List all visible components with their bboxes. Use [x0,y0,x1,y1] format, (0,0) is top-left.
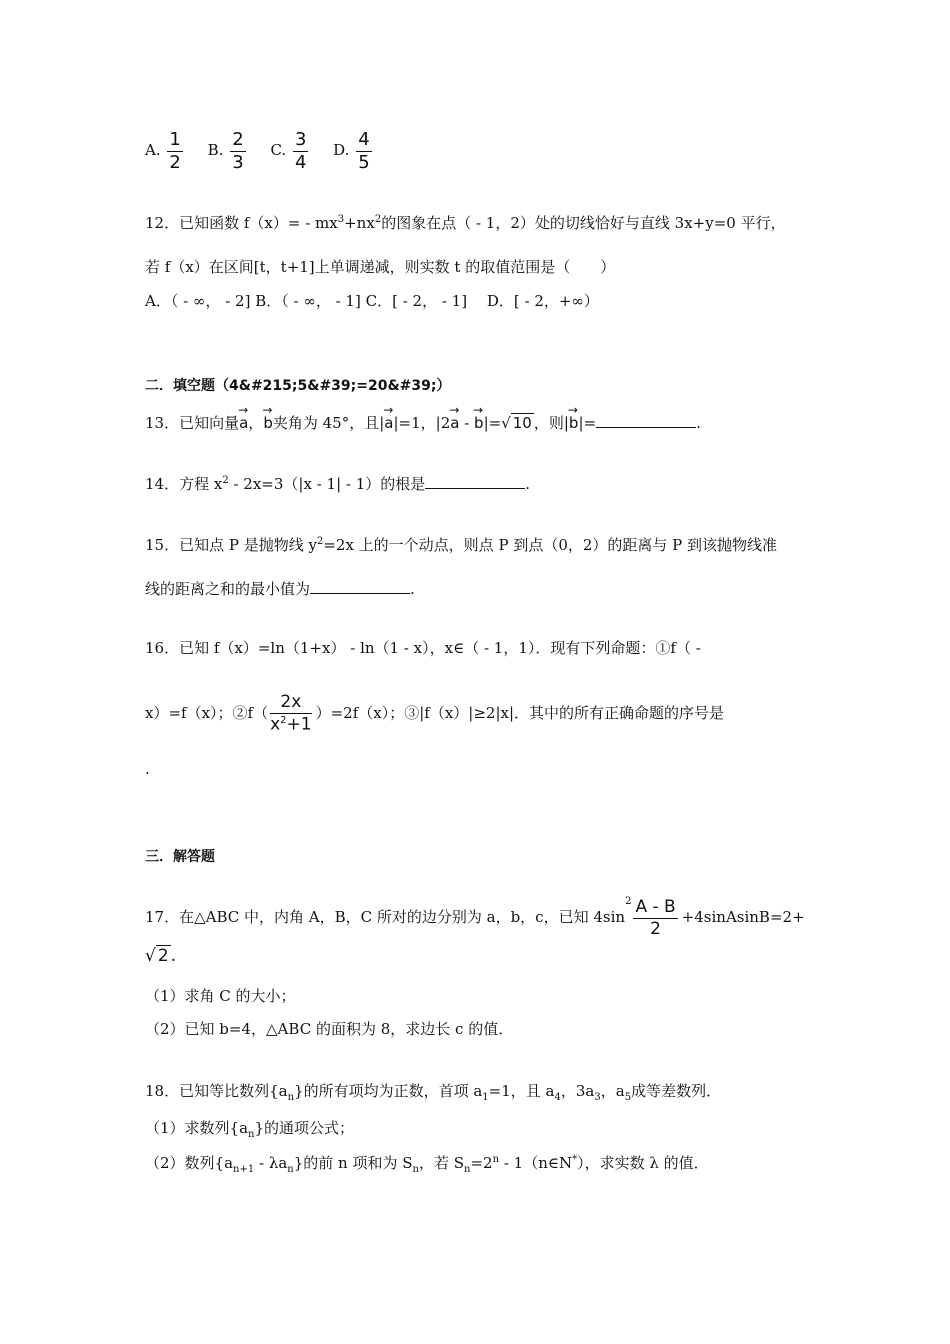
q17-fraction: $\frac{A - B}{2}$ [635,896,676,939]
sqrt-2: √ 2 [145,946,169,966]
q17-part1: （1）求角 C 的大小； [145,987,296,1005]
answer-blank [596,426,696,428]
section-fill-in-title: 二．填空题（4&#215;5&#39;=20&#39;） [145,378,451,394]
q12-options: A．（ - ∞， - 2] B．（ - ∞， - 1] C．[ - 2， - 1] D．[ - 2，+∞） [145,292,599,310]
vector-a: → a [239,414,248,432]
q16-line2: x）=f（x）；②f（ $\frac{2x}{x^2+1}$ ）=2f（x）；③|f（x）|≥2|x|．其中的所有正确命题的序号是 [145,692,725,735]
q12-line1: 12．已知函数 $f(x)= - mx^3+nx^2$的图象在点（ - 1，2）处的切线恰好与直线 3x+y=0 平行， [145,214,786,232]
option-a-fraction: $\frac{1}{2}$ [169,128,181,173]
answer-blank [310,592,410,594]
sqrt-10: √ 10 [501,414,532,432]
option-d-label: D. [333,141,350,159]
option-c-label: C. [270,141,287,159]
q17-line1: 17．在△ABC 中，内角 A，B，C 所对的边分别为 a，b，c，已知 $4\sin^2$ $\frac{A - B}{2}$ +4sinAsinB=2+ [145,896,805,939]
answer-blank [425,487,525,489]
option-d-fraction: $\frac{4}{5}$ [358,128,370,173]
q15-line1: 15．已知点 P 是抛物线 $y^2=2x$ 上的一个动点，则点 P 到点（0，2）的距离与 P 到该抛物线准 [145,536,778,554]
option-a-label: A. [145,141,161,159]
q18-line1: 18．已知等比数列$\{a_n\}$的所有项均为正数，首项 $a_1=1$，且 $a_4$，$3a_3$，$a_5$成等差数列． [145,1082,722,1103]
q18-part2: （2）数列$\{a_{n+1} - \lambda a_n\}$的前 n 项和为 $S_n$，若 $S_n=2^n$ - 1（n∈N*），求实数 λ 的值． [145,1154,709,1175]
q16-line3: . [145,760,150,778]
q14: 14．方程 $x^2 - 2x=3(|x - 1| - 1)$的根是 . [145,475,531,493]
q16-line1: 16．已知 f（x）=ln（1+x） - ln（1 - x），x∈（ - 1，1）．现有下列命题：①f（ - [145,639,701,657]
option-b-label: B. [207,141,224,159]
q18-part1: （1）求数列$\{a_n\}$的通项公式； [145,1119,355,1140]
q12-line2: 若 f（x）在区间[t，t+1]上单调递减，则实数 t 的取值范围是（ ） [145,258,616,276]
option-c-fraction: $\frac{3}{4}$ [294,128,307,173]
q13: 13．已知向量→ a，→ b夹角为 45°，且|→ a|=1，|2→ a - → b|=√ 10 ，则|→ b|= . [145,412,701,433]
q17-part2: （2）已知 b=4，△ABC 的面积为 8，求边长 c 的值． [145,1020,514,1038]
q15-line2: 线的距离之和的最小值为 . [145,580,415,598]
vector-b: → b [263,414,273,432]
q17-sqrt-line: √ 2 . [145,946,177,966]
section-answer-title: 三．解答题 [145,849,215,865]
q11-options [145,128,376,172]
option-b-fraction: $\frac{2}{3}$ [232,128,244,173]
q16-fraction: $\frac{2x}{x^2+1}$ [270,692,312,735]
